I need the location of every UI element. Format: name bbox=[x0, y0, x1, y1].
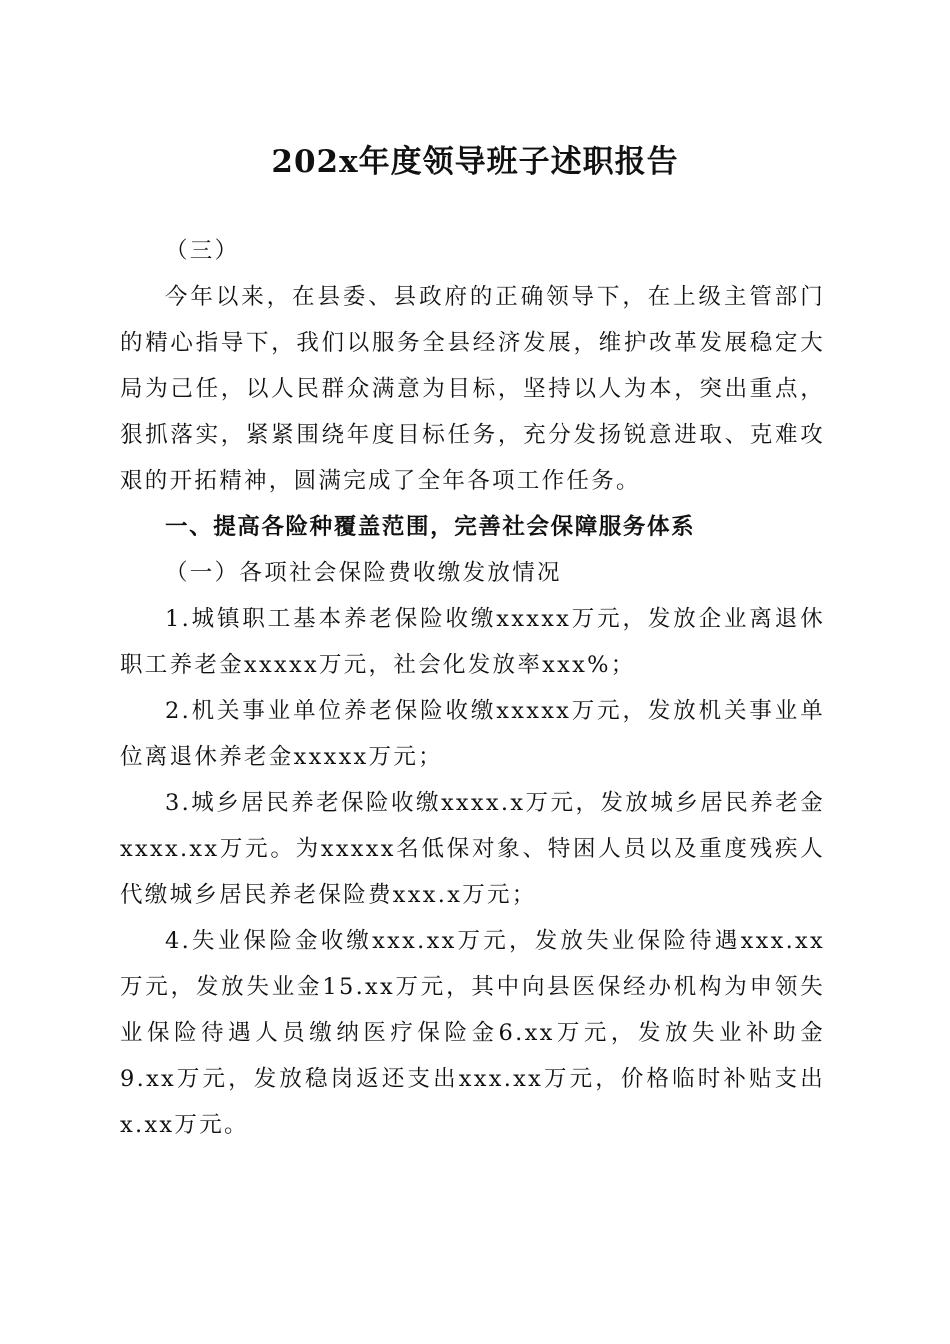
subsection-heading: （一）各项社会保险费收缴发放情况 bbox=[165, 560, 562, 586]
section-heading: 一、提高各险种覆盖范围，完善社会保障服务体系 bbox=[165, 514, 696, 540]
document-title: 202x年度领导班子述职报告 bbox=[271, 144, 679, 180]
list-item: 4.失业保险金收缴xxx.xx万元，发放失业保险待遇xxx.xx万元，发放失业金15.xx万元，其中向县医保经办机构为申领失业保险待遇人员缴纳医疗保险金6.xx万元，发放失业补助金9.xx万元，发放稳岗返还支出xxx.xx万元，价格临时补贴支出x.xx万元。 bbox=[120, 928, 825, 1138]
list-item: 3.城乡居民养老保险收缴xxxx.x万元，发放城乡居民养老金xxxx.xx万元。为xxxxx名低保对象、特困人员以及重度残疾人代缴城乡居民养老保险费xxx.x万元； bbox=[120, 790, 825, 908]
document-body bbox=[120, 228, 825, 1148]
list-item: 1.城镇职工基本养老保险收缴xxxxx万元，发放企业离退休职工养老金xxxxx万元，社会化发放率xxx%； bbox=[120, 606, 825, 678]
list-item: 2.机关事业单位养老保险收缴xxxxx万元，发放机关事业单位离退休养老金xxxxx万元； bbox=[120, 698, 825, 770]
section-marker: （三） bbox=[165, 238, 240, 264]
intro-paragraph: 今年以来，在县委、县政府的正确领导下，在上级主管部门的精心指导下，我们以服务全县经济发展，维护改革发展稳定大局为己任，以人民群众满意为目标，坚持以人为本，突出重点，狠抓落实，紧紧围绕年度目标任务，充分发扬锐意进取、克难攻艰的开拓精神，圆满完成了全年各项工作任务。 bbox=[120, 284, 825, 494]
